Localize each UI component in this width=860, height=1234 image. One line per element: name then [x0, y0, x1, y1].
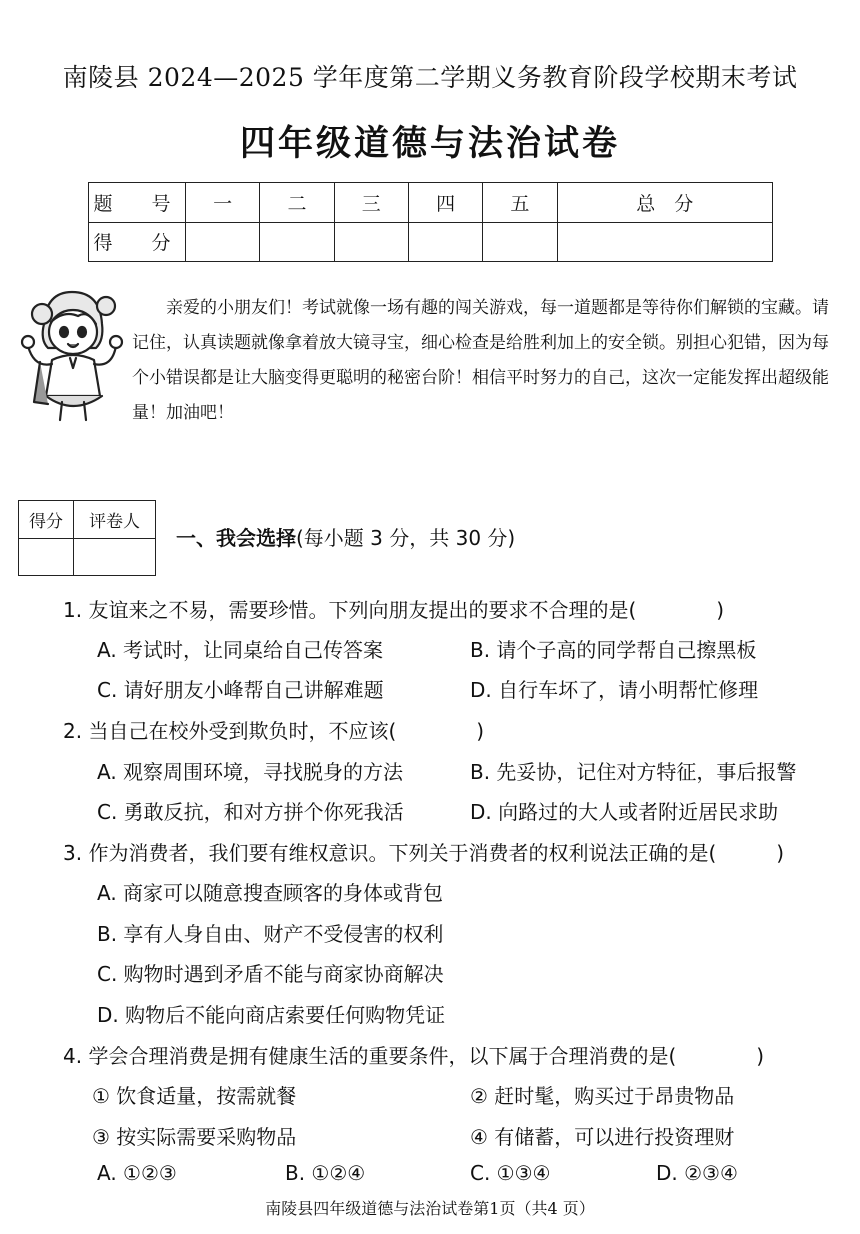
question-option: C. 勇敢反抗，和对方拼个你死我活	[97, 800, 404, 824]
question-option: D. 购物后不能向商店索要任何购物凭证	[97, 1003, 446, 1027]
grader-name-label: 评卷人	[74, 501, 156, 539]
question-stem: 3. 作为消费者，我们要有维权意识。下列关于消费者的权利说法正确的是( )	[63, 841, 785, 865]
question-item: ② 赶时髦，购买过于昂贵物品	[470, 1084, 735, 1108]
question-option: B. ①②④	[285, 1161, 366, 1185]
score-blank	[334, 222, 408, 262]
question-stem: 2. 当自己在校外受到欺负时，不应该( )	[63, 719, 485, 743]
score-cell: 题 号	[89, 183, 186, 223]
exam-title: 南陵县 2024—2025 学年度第二学期义务教育阶段学校期末考试	[62, 63, 798, 92]
section-note: (每小题 3 分，共 30 分)	[296, 526, 516, 550]
question-option: C. ①③④	[470, 1161, 551, 1185]
score-cell: 总 分	[557, 183, 772, 223]
grader-name-blank	[74, 538, 156, 576]
score-blank	[260, 222, 334, 262]
question-option: A. 观察周围环境，寻找脱身的方法	[97, 760, 404, 784]
page-footer: 南陵县四年级道德与法治试卷第1页（共4 页）	[265, 1199, 595, 1218]
score-blank	[408, 222, 482, 262]
section-heading	[176, 522, 515, 551]
question-option: D. 自行车坏了，请小明帮忙修理	[470, 678, 759, 702]
question-option: B. 请个子高的同学帮自己擦黑板	[470, 638, 757, 662]
grader-score-label: 得分	[19, 501, 74, 539]
score-cell: 得 分	[89, 222, 186, 262]
question-option: B. 享有人身自由、财产不受侵害的权利	[97, 922, 444, 946]
intro-paragraph: 亲爱的小朋友们！考试就像一场有趣的闯关游戏，每一道题都是等待你们解锁的宝藏。请记住，认真读题就像拿着放大镜寻宝，细心检查是给胜利加上的安全锁。别担心犯错，因为每个小错误都是让大脑变得更聪明的秘密台阶！相信平时努力的自己，这次一定能发挥出超级能量！加油吧！	[132, 298, 829, 423]
score-blank	[186, 222, 260, 262]
paper-title: 四年级道德与法治试卷	[239, 124, 620, 164]
question-option: C. 购物时遇到矛盾不能与商家协商解决	[97, 962, 444, 986]
grader-box	[18, 500, 156, 576]
score-table-score-row	[89, 222, 773, 262]
question-option: B. 先妥协，记住对方特征，事后报警	[470, 760, 797, 784]
section-title: 一、我会选择	[176, 526, 296, 550]
question-option: A. ①②③	[97, 1161, 177, 1185]
question-item: ① 饮食适量，按需就餐	[92, 1084, 297, 1108]
score-blank	[483, 222, 557, 262]
score-cell: 二	[260, 183, 334, 223]
grader-score-blank	[19, 538, 74, 576]
question-stem: 4. 学会合理消费是拥有健康生活的重要条件，以下属于合理消费的是( )	[63, 1044, 765, 1068]
question-option: D. ②③④	[656, 1161, 738, 1185]
question-option: A. 商家可以随意搜查顾客的身体或背包	[97, 881, 444, 905]
question-option: C. 请好朋友小峰帮自己讲解难题	[97, 678, 384, 702]
score-table-header-row	[89, 183, 773, 223]
question-item: ④ 有储蓄，可以进行投资理财	[470, 1125, 735, 1149]
question-option: D. 向路过的大人或者附近居民求助	[470, 800, 779, 824]
score-table	[88, 182, 773, 262]
question-stem: 1. 友谊来之不易，需要珍惜。下列向朋友提出的要求不合理的是( )	[63, 598, 725, 622]
question-item: ③ 按实际需要采购物品	[92, 1125, 297, 1149]
score-cell: 三	[334, 183, 408, 223]
question-option: A. 考试时，让同桌给自己传答案	[97, 638, 384, 662]
score-cell: 一	[186, 183, 260, 223]
mascot-girl-illustration	[16, 284, 128, 424]
score-blank	[557, 222, 772, 262]
score-cell: 四	[408, 183, 482, 223]
score-cell: 五	[483, 183, 557, 223]
